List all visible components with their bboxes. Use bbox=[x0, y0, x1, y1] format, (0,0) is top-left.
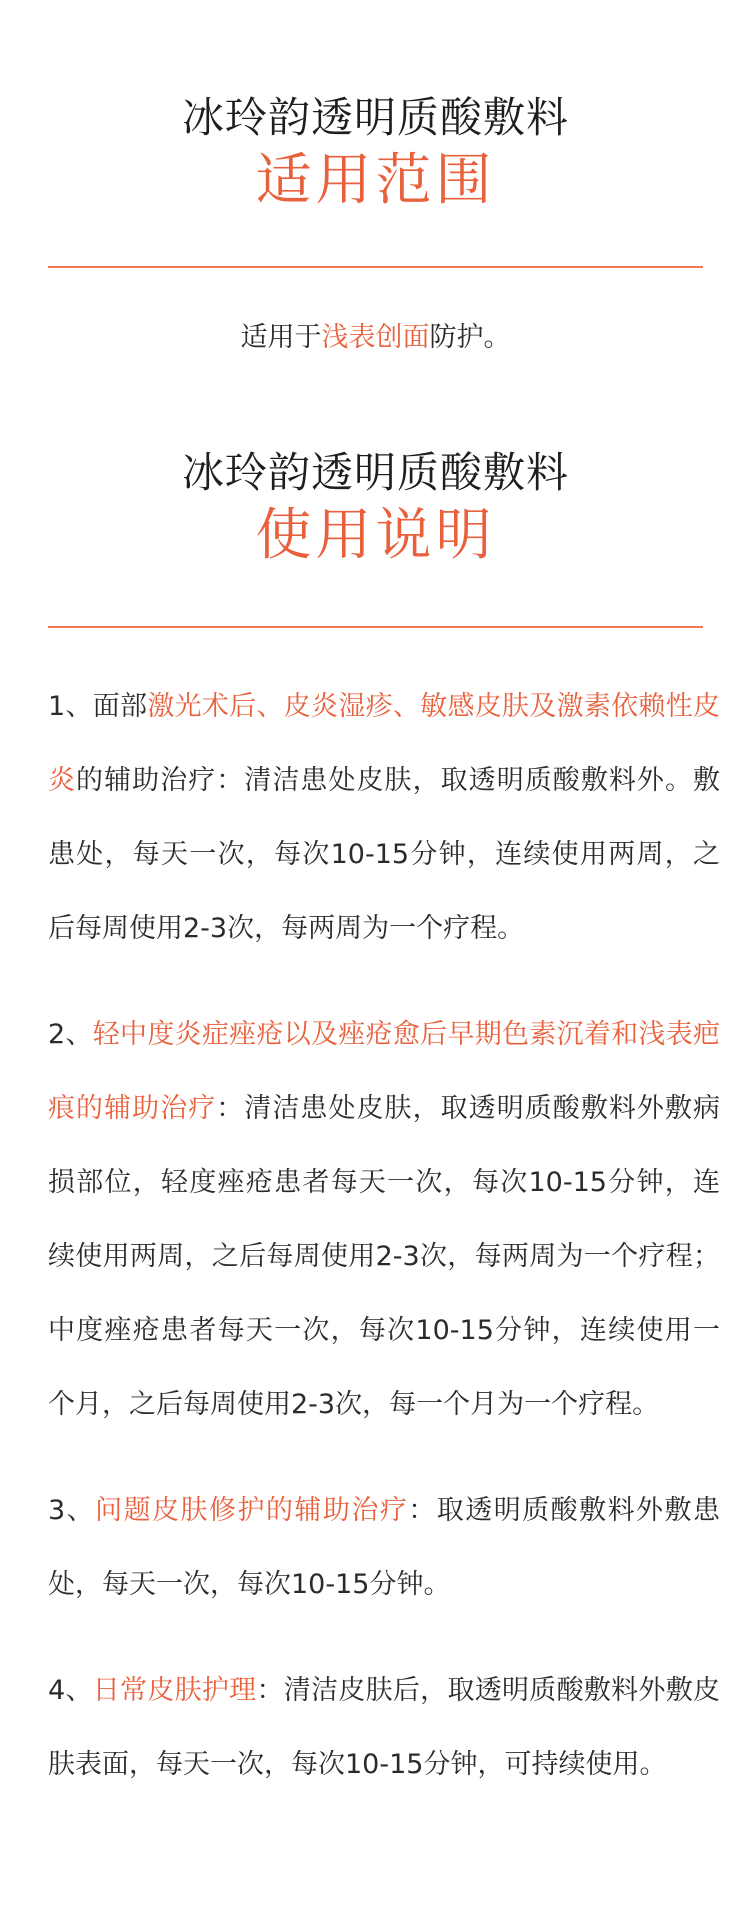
scope-text-before: 适用于 bbox=[240, 322, 322, 353]
item-highlight: 问题皮肤修护的辅助治疗 bbox=[95, 1495, 409, 1526]
usage-list bbox=[48, 670, 720, 1834]
usage-item bbox=[48, 1654, 720, 1802]
item-highlight: 激光术后、皮炎湿疹、敏感皮肤及激素依赖性皮炎 bbox=[48, 691, 721, 796]
divider bbox=[0, 266, 751, 268]
product-name: 冰玲韵透明质酸敷料 bbox=[181, 448, 569, 497]
item-highlight: 日常皮肤护理 bbox=[92, 1675, 257, 1706]
item-body: ：清洁皮肤后，取透明质酸敷料外敷皮肤表面，每天一次，每次10-15分钟，可持续使用。 bbox=[48, 1675, 720, 1780]
usage-item bbox=[48, 670, 720, 966]
usage-item bbox=[48, 998, 720, 1442]
item-prefix: 3、 bbox=[48, 1495, 96, 1526]
scope-header bbox=[0, 90, 751, 216]
item-prefix: 1、面部 bbox=[48, 691, 148, 722]
item-prefix: 2、 bbox=[48, 1019, 93, 1050]
scope-text bbox=[0, 318, 751, 358]
item-body: ：取透明质酸敷料外敷患处，每天一次，每次10-15分钟。 bbox=[48, 1495, 720, 1600]
section-title-usage: 使用说明 bbox=[255, 503, 496, 568]
section-title-scope: 适用范围 bbox=[255, 148, 496, 213]
item-body: ：清洁患处皮肤，取透明质酸敷料外敷病损部位，轻度痤疮患者每天一次，每次10-15分钟，连续使用两周，之后每周使用2-3次，每两周为一个疗程；中度痤疮患者每天一次，每次10-15分钟，连续使用一个月，之后每周使用2-3次，每一个月为一个疗程。 bbox=[48, 1093, 721, 1420]
product-name: 冰玲韵透明质酸敷料 bbox=[181, 93, 569, 142]
usage-header bbox=[0, 445, 751, 571]
scope-text-highlight: 浅表创面 bbox=[321, 322, 430, 353]
divider bbox=[0, 626, 751, 628]
scope-text-after: 防护。 bbox=[429, 322, 511, 353]
usage-item bbox=[48, 1474, 720, 1622]
item-highlight: 轻中度炎症痤疮以及痤疮愈后早期色素沉着和浅表疤痕的辅助治疗 bbox=[48, 1019, 720, 1124]
item-body: 的辅助治疗：清洁患处皮肤，取透明质酸敷料外。敷患处，每天一次，每次10-15分钟，连续使用两周，之后每周使用2-3次，每两周为一个疗程。 bbox=[48, 765, 721, 944]
item-prefix: 4、 bbox=[48, 1675, 93, 1706]
